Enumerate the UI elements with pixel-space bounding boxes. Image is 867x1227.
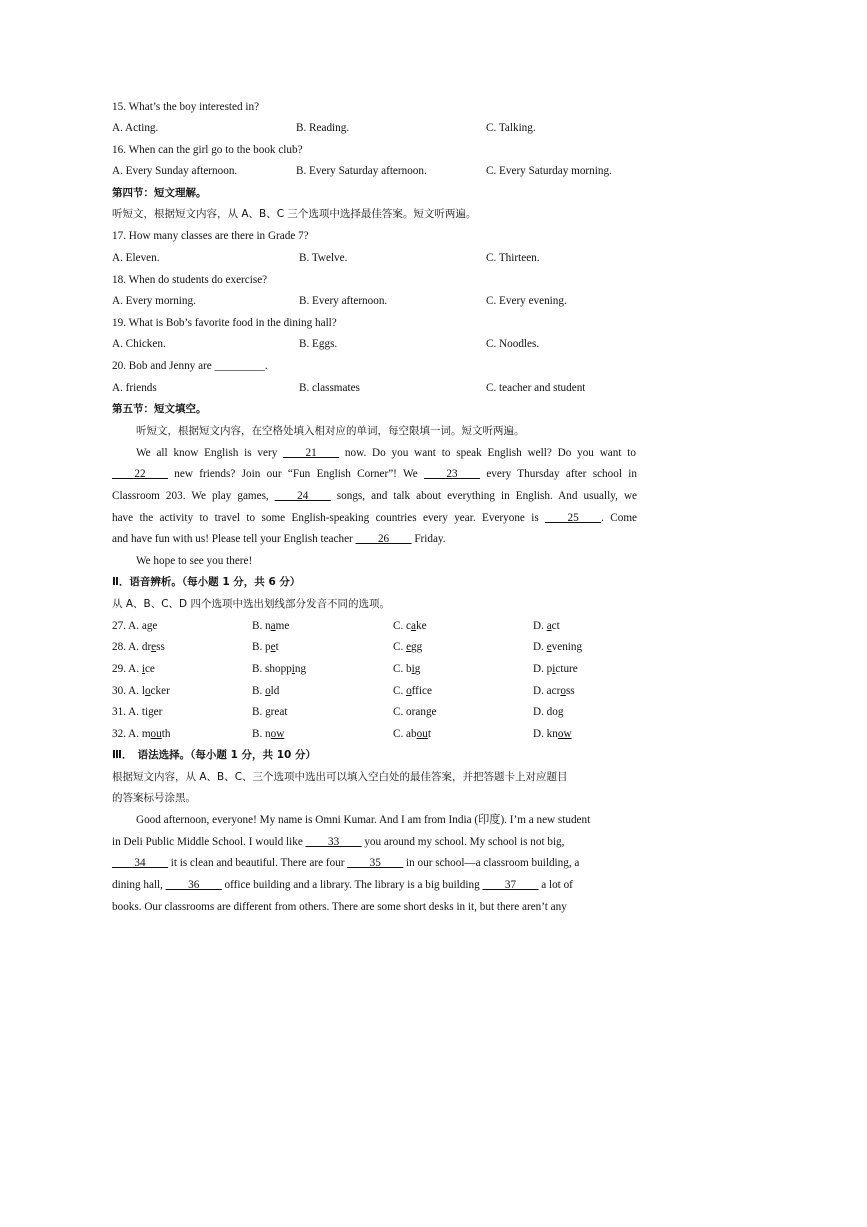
blank-23: ____23____ — [424, 468, 480, 480]
underlined-sound: e — [270, 641, 276, 653]
q16-option-c: C. Every Saturday morning. — [486, 165, 612, 177]
question-16-stem: 16. When can the girl go to the book club? — [112, 144, 303, 156]
phonetics-q31-option-d: D. dog — [533, 706, 564, 718]
passage-line: ____34____ it is clean and beautiful. There are four ____35____ in our school—a classroom building, a — [112, 857, 580, 869]
passage-line: in Deli Public Middle School. I would like ____33____ you around my school. My school is not big, — [112, 836, 565, 848]
underlined-sound: ow — [270, 728, 285, 740]
underlined-sound: ow — [557, 728, 572, 740]
phonetics-q29-option-b: B. shopping — [252, 663, 307, 675]
phonetics-q29-option-c: C. big — [393, 663, 421, 675]
q20-option-a: A. friends — [112, 382, 157, 394]
question-number: 30. A. — [112, 685, 142, 697]
q20-option-b: B. classmates — [299, 382, 360, 394]
phonetics-q32-option-c: C. about — [393, 728, 431, 740]
underlined-sound: i — [141, 663, 145, 675]
q16-option-a: A. Every Sunday afternoon. — [112, 165, 238, 177]
question-number: 29. A. — [112, 663, 142, 675]
underlined-sound: e — [406, 641, 412, 653]
section-5-instructions: 听短文，根据短文内容，在空格处填入相对应的单词，每空限填一词。短文听两遍。 — [136, 425, 525, 437]
section-3-title: Ⅲ． 语法选择。（每小题 1 分，共 10 分） — [112, 749, 316, 761]
underlined-sound: a — [270, 620, 276, 632]
q19-option-c: C. Noodles. — [486, 338, 540, 350]
passage-line: dining hall, ____36____ office building and a library. The library is a big building ____37____ a lot of — [112, 879, 573, 891]
question-20-stem: 20. Bob and Jenny are _________. — [112, 360, 268, 372]
underlined-sound: ou — [150, 728, 162, 740]
question-number: 27. A. — [112, 620, 142, 632]
underlined-sound: i — [411, 663, 415, 675]
phonetics-q28-option-c: C. egg — [393, 641, 423, 653]
underlined-sound: g — [146, 620, 153, 632]
passage-line: books. Our classrooms are different from others. There are some short desks in it, but there aren’t any — [112, 901, 567, 913]
underlined-sound: o — [406, 685, 412, 697]
passage-line: have the activity to travel to some English-speaking countries every year. Everyone is ____25____. Come — [112, 512, 637, 524]
underlined-sound: ou — [416, 728, 428, 740]
blank-24: ____24____ — [274, 490, 331, 502]
q19-option-b: B. Eggs. — [299, 338, 338, 350]
phonetics-q30-option-c: C. office — [393, 685, 432, 697]
phonetics-q27-option-c: C. cake — [393, 620, 427, 632]
q15-option-c: C. Talking. — [486, 122, 536, 134]
underlined-sound: e — [151, 641, 157, 653]
q18-option-b: B. Every afternoon. — [299, 295, 388, 307]
underlined-sound: a — [546, 620, 552, 632]
q15-option-a: A. Acting. — [112, 122, 159, 134]
phonetics-q32-option-a: 32. A. mouth — [112, 728, 171, 740]
phonetics-q28-option-d: D. evening — [533, 641, 583, 653]
blank-25: ____25____ — [545, 512, 602, 524]
underlined-sound: e — [546, 641, 552, 653]
question-number: 28. A. — [112, 641, 142, 653]
section-4-title: 第四节：短文理解。 — [112, 187, 207, 199]
passage-line: We hope to see you there! — [136, 555, 253, 567]
q17-option-b: B. Twelve. — [299, 252, 348, 264]
phonetics-q32-option-d: D. know — [533, 728, 572, 740]
underlined-sound: i — [552, 663, 556, 675]
q19-option-a: A. Chicken. — [112, 338, 166, 350]
blank-35: ____35____ — [347, 857, 404, 869]
passage-line: We all know English is very ____21____ now. Do you want to speak English well? Do you want to — [136, 447, 636, 459]
section-3-instructions: 根据短文内容，从 A、B、C、三个选项中选出可以填入空白处的最佳答案，并把答题卡上对应题目 — [112, 771, 568, 783]
phonetics-q27-option-d: D. act — [533, 620, 560, 632]
underlined-sound: i — [291, 663, 295, 675]
q15-option-b: B. Reading. — [296, 122, 350, 134]
passage-line: Good afternoon, everyone! My name is Omni Kumar. And I am from India (印度). I’m a new student — [136, 814, 591, 826]
phonetics-q28-option-a: 28. A. dress — [112, 641, 165, 653]
q18-option-c: C. Every evening. — [486, 295, 567, 307]
phonetics-q30-option-d: D. across — [533, 685, 575, 697]
q18-option-a: A. Every morning. — [112, 295, 196, 307]
passage-line: ____22____ new friends? Join our “Fun English Corner”! We ____23____ every Thursday after school in — [112, 468, 637, 480]
section-5-title: 第五节：短文填空。 — [112, 403, 207, 415]
phonetics-q29-option-a: 29. A. ice — [112, 663, 155, 675]
phonetics-q32-option-b: B. now — [252, 728, 285, 740]
question-15-stem: 15. What’s the boy interested in? — [112, 101, 260, 113]
underlined-sound: o — [560, 685, 566, 697]
q16-option-b: B. Every Saturday afternoon. — [296, 165, 427, 177]
phonetics-q31-option-a: 31. A. tiger — [112, 706, 163, 718]
blank-36: ____36____ — [165, 879, 222, 891]
passage-line: and have fun with us! Please tell your English teacher ____26____ Friday. — [112, 533, 446, 545]
passage-line: Classroom 203. We play games, ____24____ songs, and talk about everything in English. And usually, we — [112, 490, 637, 502]
blank-33: ____33____ — [305, 836, 362, 848]
blank-21: ____21____ — [283, 447, 340, 459]
phonetics-q31-option-c: C. orange — [393, 706, 437, 718]
underlined-sound: o — [144, 685, 151, 697]
question-number: 31. A. — [112, 706, 142, 718]
q17-option-a: A. Eleven. — [112, 252, 160, 264]
section-3-instructions-cont: 的答案标号涂黑。 — [112, 792, 196, 804]
blank-22: ____22____ — [112, 468, 168, 480]
section-2-title: Ⅱ．语音辨析。（每小题 1 分，共 6 分） — [112, 576, 301, 588]
underlined-sound: g — [425, 706, 432, 718]
phonetics-q30-option-a: 30. A. locker — [112, 685, 170, 697]
phonetics-q31-option-b: B. great — [252, 706, 288, 718]
underlined-sound: a — [411, 620, 416, 632]
question-number: 32. A. — [112, 728, 142, 740]
blank-37: ____37____ — [482, 879, 539, 891]
question-17-stem: 17. How many classes are there in Grade 7? — [112, 230, 309, 242]
section-2-instructions: 从 A、B、C、D 四个选项中选出划线部分发音不同的选项。 — [112, 598, 390, 610]
question-18-stem: 18. When do students do exercise? — [112, 274, 268, 286]
phonetics-q27-option-a: 27. A. age — [112, 620, 158, 632]
phonetics-q29-option-d: D. picture — [533, 663, 578, 675]
blank-26: ____26____ — [355, 533, 412, 545]
blank-34: ____34____ — [112, 857, 168, 869]
question-19-stem: 19. What is Bob’s favorite food in the dining hall? — [112, 317, 337, 329]
underlined-sound: o — [265, 685, 271, 697]
section-4-instructions: 听短文，根据短文内容，从 A、B、C 三个选项中选择最佳答案。短文听两遍。 — [112, 208, 477, 220]
phonetics-q28-option-b: B. pet — [252, 641, 279, 653]
phonetics-q30-option-b: B. old — [252, 685, 280, 697]
underlined-sound: g — [265, 706, 271, 718]
underlined-sound: g — [557, 706, 564, 718]
q20-option-c: C. teacher and student — [486, 382, 586, 394]
phonetics-q27-option-b: B. name — [252, 620, 290, 632]
q17-option-c: C. Thirteen. — [486, 252, 540, 264]
underlined-sound: g — [148, 706, 154, 718]
